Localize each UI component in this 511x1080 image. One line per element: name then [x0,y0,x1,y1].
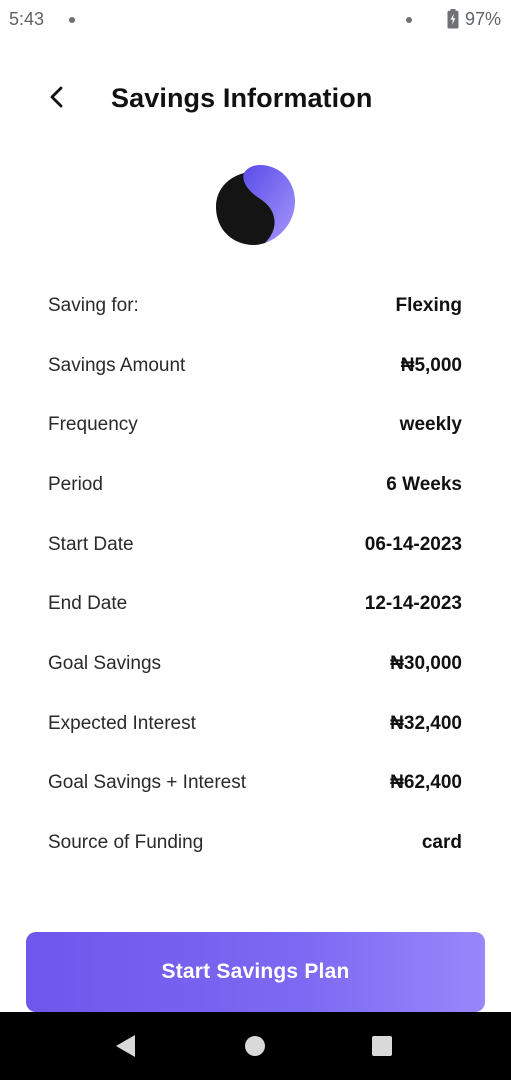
info-value: weekly [399,414,462,436]
info-value: ₦5,000 [400,354,462,376]
notification-dot-icon [69,17,75,23]
info-label: Savings Amount [48,354,186,376]
info-row-goal-plus-interest [48,754,462,814]
status-dot-icon [406,17,412,23]
info-value: ₦62,400 [390,772,462,794]
battery-charging-icon [447,9,459,29]
status-time: 5:43 [9,9,45,29]
info-row-saving-for [48,276,462,336]
info-label: Goal Savings [48,652,162,674]
nav-recents-button[interactable] [364,1012,400,1080]
info-row-expected-interest [48,694,462,754]
page-title: Savings Information [111,83,373,113]
info-value: ₦30,000 [390,652,462,674]
back-button[interactable] [40,80,74,114]
battery-percent: 97% [465,9,502,29]
info-value: 12-14-2023 [364,593,462,615]
info-label: Source of Funding [48,832,204,854]
info-label: Expected Interest [48,712,196,734]
nav-back-button[interactable] [108,1012,144,1080]
info-label: End Date [48,593,128,615]
info-label: Saving for: [48,294,139,316]
nav-recents-icon [371,1035,393,1057]
info-label: Period [48,473,103,495]
info-value: card [421,832,462,854]
info-row-end-date [48,574,462,634]
start-savings-plan-label: Start Savings Plan [161,960,350,983]
nav-back-icon [115,1034,137,1058]
info-label: Goal Savings + Interest [48,772,247,794]
chevron-left-icon [47,85,67,109]
info-row-frequency [48,395,462,455]
info-value: 06-14-2023 [364,533,462,555]
info-value: ₦32,400 [390,712,462,734]
info-row-start-date [48,515,462,575]
nav-home-button[interactable] [237,1012,273,1080]
info-row-source-of-funding [48,813,462,873]
info-row-period [48,455,462,515]
start-savings-plan-button[interactable] [26,932,485,1012]
info-value: 6 Weeks [386,473,462,495]
info-label: Frequency [48,414,138,436]
info-row-goal-savings [48,634,462,694]
app-logo-s-icon [214,163,298,247]
info-row-savings-amount [48,336,462,396]
savings-info-list [48,276,462,873]
info-value: Flexing [395,294,462,316]
nav-home-icon [244,1035,266,1057]
system-nav-bar [0,1012,511,1080]
info-label: Start Date [48,533,134,555]
status-bar [0,0,511,40]
